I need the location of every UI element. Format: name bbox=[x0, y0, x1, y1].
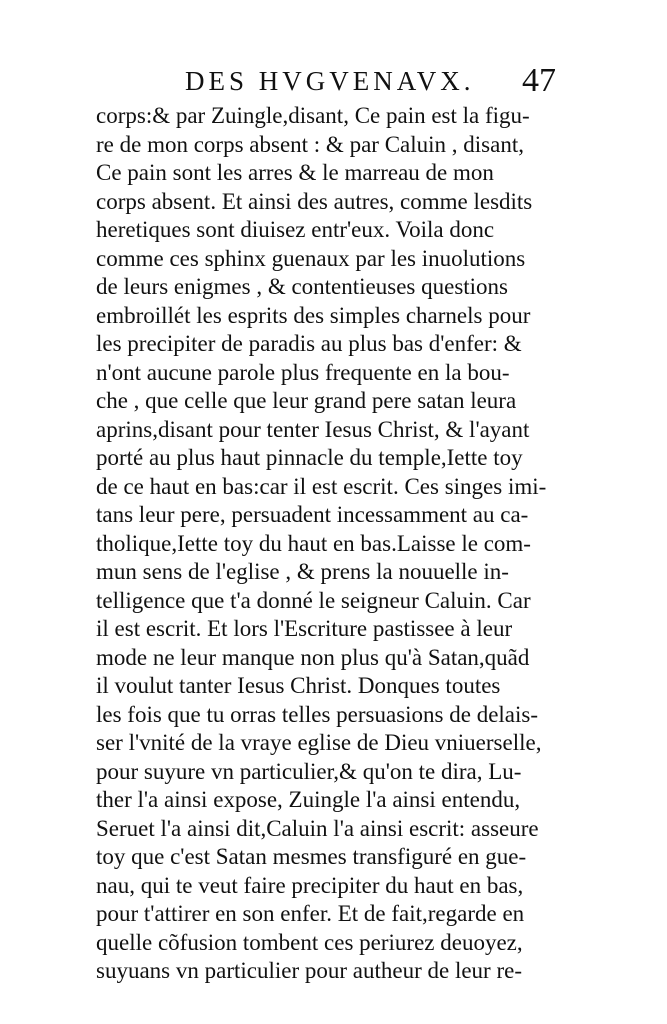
text-line: aprins,disant pour tenter Iesus Christ, & l'ayant bbox=[96, 416, 530, 442]
text-line: mun sens de l'eglise , & prens la nouuelle in- bbox=[96, 559, 509, 584]
text-line: re de mon corps absent : & par Caluin , disant, bbox=[96, 131, 524, 157]
text-line: Seruet l'a ainsi dit,Caluin l'a ainsi escrit: asseure bbox=[96, 815, 539, 841]
text-line: les precipiter de paradis au plus bas d'enfer: & bbox=[96, 331, 522, 356]
text-line: il est escrit. Et lors l'Escriture pastissee à leur bbox=[96, 616, 513, 641]
text-line: il voulut tanter Iesus Christ. Donques toutes bbox=[96, 673, 501, 698]
text-line: ther l'a ainsi expose, Zuingle l'a ainsi entendu, bbox=[96, 787, 521, 812]
text-line: suyuans vn particulier pour autheur de leur re- bbox=[96, 958, 522, 983]
text-line: tholique,Iette toy du haut en bas.Laisse le com- bbox=[96, 530, 531, 556]
page-header bbox=[0, 62, 667, 102]
text-line: embroillét les esprits des simples charnels pour bbox=[96, 302, 531, 328]
text-line: pour t'attirer en son enfer. Et de fait,regarde en bbox=[96, 901, 525, 926]
text-line: n'ont aucune parole plus frequente en la bou- bbox=[96, 359, 510, 385]
text-line: nau, qui te veut faire precipiter du haut en bas, bbox=[96, 872, 524, 898]
text-line: toy que c'est Satan mesmes transfiguré en gue- bbox=[96, 844, 527, 869]
text-line: corps:& par Zuingle,disant, Ce pain est la figu- bbox=[96, 103, 530, 128]
text-line: de ce haut en bas:car il est escrit. Ces singes imi- bbox=[96, 473, 547, 499]
text-line: comme ces sphinx guenaux par les inuolutions bbox=[96, 245, 526, 271]
text-line: Ce pain sont les arres & le marreau de mon bbox=[96, 160, 494, 185]
text-line: quelle cõfusion tombent ces periurez deuoyez, bbox=[96, 929, 523, 955]
text-line: les fois que tu orras telles persuasions de delais- bbox=[96, 701, 538, 727]
text-line: pour suyure vn particulier,& qu'on te dira, Lu- bbox=[96, 758, 522, 784]
text-line: mode ne leur manque non plus qu'à Satan,quãd bbox=[96, 644, 530, 670]
text-line: porté au plus haut pinnacle du temple,Iette toy bbox=[96, 445, 523, 470]
body-text bbox=[96, 102, 558, 986]
text-line: ser l'vnité de la vraye eglise de Dieu vniuerselle, bbox=[96, 730, 542, 755]
text-line: che , que celle que leur grand pere satan leura bbox=[96, 388, 517, 413]
page-number: 47 bbox=[522, 62, 556, 99]
text-line: tans leur pere, persuadent incessamment au ca- bbox=[96, 502, 529, 527]
running-head: DES HVGVENAVX. bbox=[185, 66, 475, 96]
text-line: corps absent. Et ainsi des autres, comme lesdits bbox=[96, 188, 533, 214]
text-line: heretiques sont diuisez entr'eux. Voila donc bbox=[96, 217, 495, 242]
text-line: de leurs enigmes , & contentieuses questions bbox=[96, 274, 509, 299]
text-line: telligence que t'a donné le seigneur Caluin. Car bbox=[96, 587, 531, 613]
